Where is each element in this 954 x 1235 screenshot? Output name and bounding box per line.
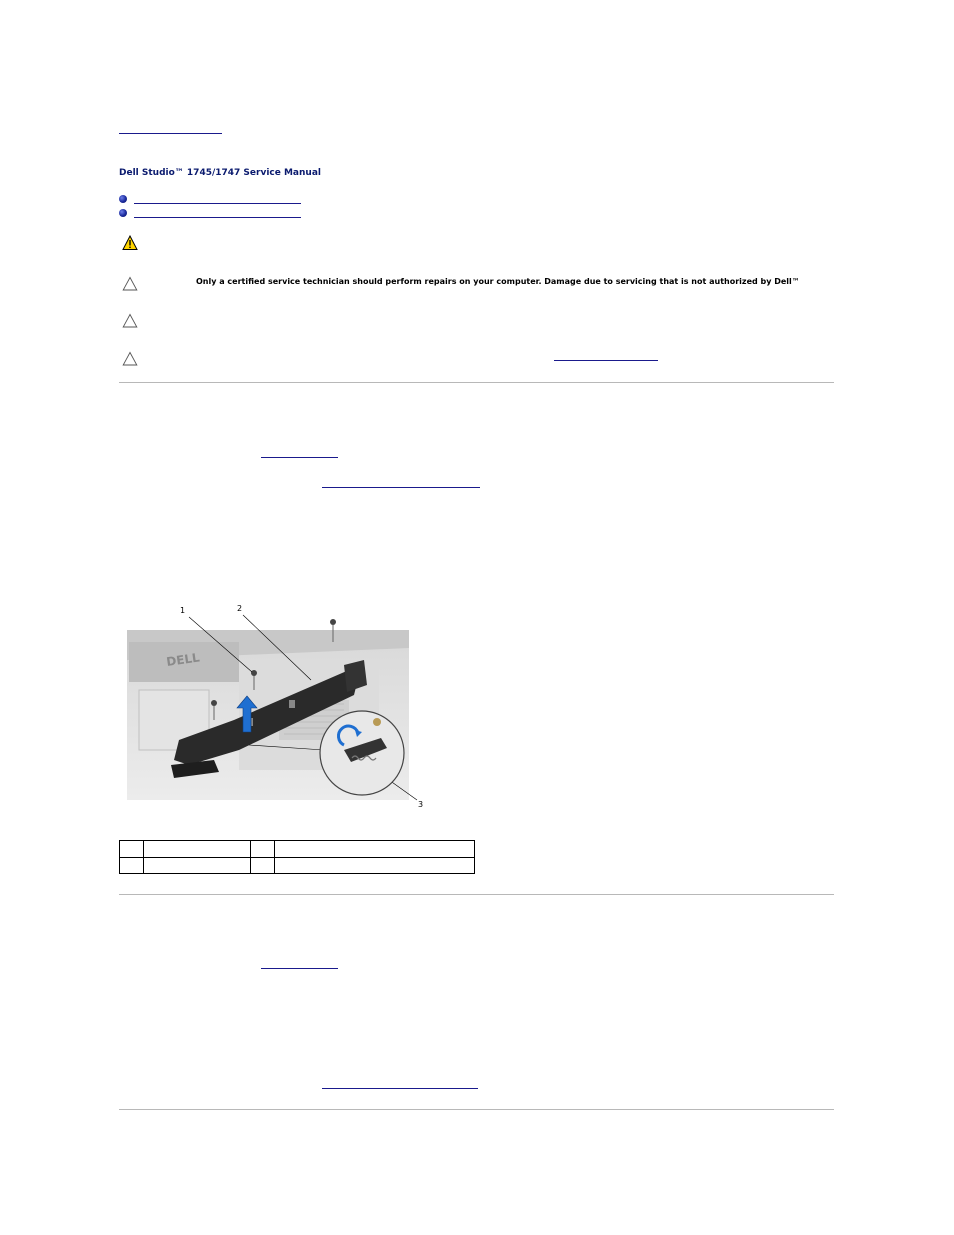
table-cell (251, 857, 275, 874)
step-link-1[interactable] (261, 457, 338, 458)
table-cell (120, 857, 144, 874)
callout-1: 1 (180, 606, 186, 615)
toc-link-2[interactable] (134, 217, 301, 218)
table-cell (144, 841, 251, 858)
svg-text:DELL: DELL (165, 650, 201, 669)
bullet-icon (119, 195, 127, 203)
step-link-2[interactable] (322, 487, 480, 488)
section-divider (119, 1109, 834, 1110)
section-divider (119, 382, 834, 383)
removal-figure (119, 600, 431, 812)
toc-item-2[interactable] (119, 209, 309, 219)
toc-item-1[interactable] (119, 195, 309, 205)
step-link-4[interactable] (322, 1088, 478, 1089)
caution-notice-text: Only a certified service technician should perform repairs on your computer. Damage due to servicing that is not authorized by Dell™ (196, 277, 800, 286)
table-cell (120, 841, 144, 858)
figure-legend-table (119, 840, 475, 874)
callout-3: 3 (418, 800, 424, 809)
table-cell (275, 841, 475, 858)
table-cell (251, 841, 275, 858)
caution-icon (122, 313, 138, 329)
bullet-icon (119, 209, 127, 217)
step-link-3[interactable] (261, 968, 338, 969)
section-divider (119, 894, 834, 895)
table-row (120, 857, 475, 874)
table-cell (275, 857, 475, 874)
callout-2: 2 (237, 604, 243, 613)
table-cell (144, 857, 251, 874)
back-to-contents-link[interactable] (119, 121, 222, 134)
caution-icon (122, 276, 138, 292)
table-row (120, 841, 475, 858)
warning-icon (122, 235, 138, 251)
caution-icon (122, 351, 138, 367)
notice-inline-link[interactable] (554, 360, 658, 361)
toc-link-1[interactable] (134, 203, 301, 204)
manual-title: Dell Studio™ 1745/1747 Service Manual (119, 168, 321, 178)
